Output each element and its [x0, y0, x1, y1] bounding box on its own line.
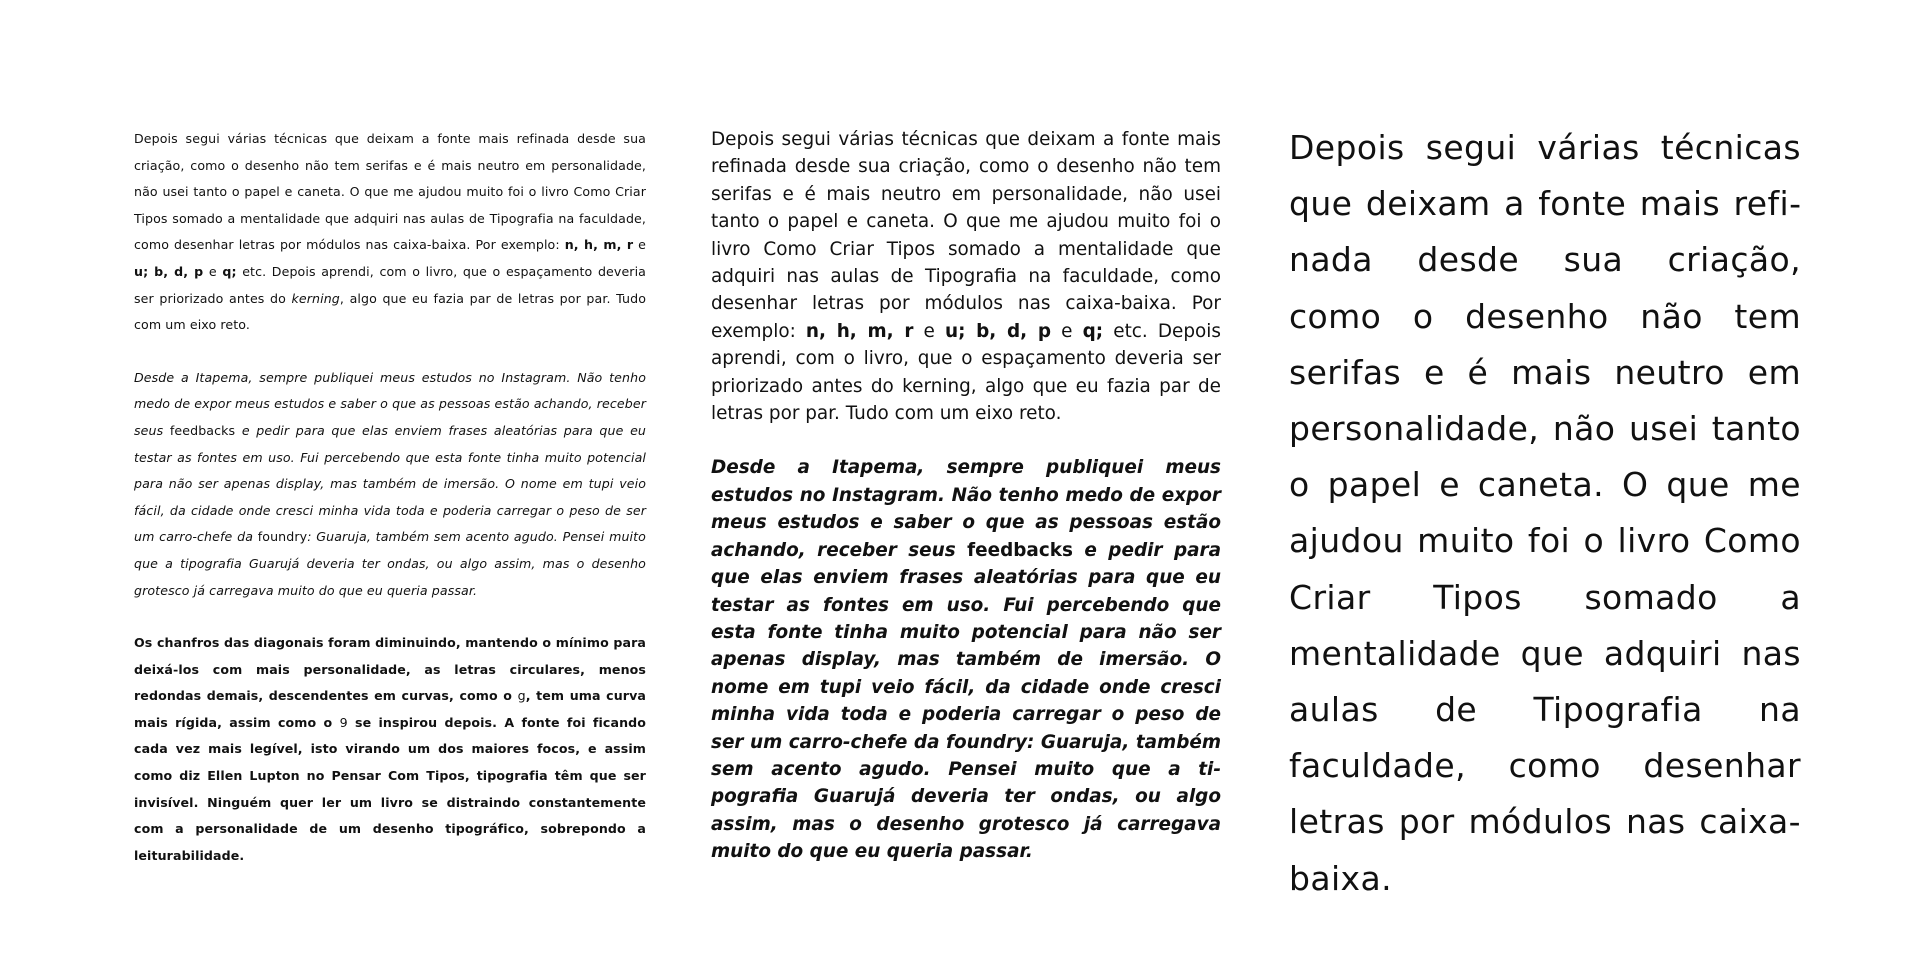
- text-run: Desde a Itapema, sempre publiquei meus estudos no Instagram. Não tenho medo de expor meus estudos e saber o que as pessoas estão achando, receber seus: [711, 457, 1221, 561]
- text-run: etc. Depois aprendi, com o livro, que o espaçamento deveria ser priorizado antes do: [134, 263, 646, 306]
- upright-word: foundry: [257, 529, 308, 545]
- upright-word: feedbacks: [967, 539, 1073, 561]
- text-run: Depois segui várias técnicas que deixam a fonte mais refinada desde sua criação, como o desenho não tem serifas e é mais neutro em personalidade, não usei tanto o papel e caneta. O que me ajudou muito foi o livro Como Criar Tipos somado a mentalidade que adquiri nas aulas de Tipografia na faculdade, como desenhar letras por módulos nas caixa-baixa. Por exemplo:: [711, 129, 1221, 342]
- bold-letters: n, h, m, r: [564, 237, 634, 253]
- text-run: Desde a Itapema, sempre publiquei meus estudos no Instagram. Não tenho medo de expor meus estudos e saber o que as pessoas estão achando, receber seus: [134, 369, 646, 438]
- medium-paragraph-bold-italic: [711, 454, 1221, 865]
- small-text-column: [134, 126, 646, 869]
- text-run: e: [913, 320, 945, 342]
- small-paragraph-regular: [134, 126, 646, 339]
- text-run: se inspirou depois. A fonte foi ficando cada vez mais legível, isto virando um dos maiores focos, e assim como diz Ellen Lupton no Pensar Com Tipos, tipografia têm que ser invisível. Ninguém quer ler um livro se distraindo constantemente com a personalidade de um desenho tipográfico, sobrepondo a leiturabilidade.: [134, 714, 647, 863]
- italic-word: kerning: [291, 290, 340, 306]
- bold-letters: q;: [1082, 320, 1104, 342]
- small-paragraph-italic: [134, 365, 646, 604]
- bold-letters: q;: [222, 263, 237, 279]
- text-run: e: [633, 237, 646, 253]
- medium-paragraph-regular: [711, 126, 1221, 427]
- large-text-column: [1289, 120, 1801, 907]
- text-run: e pedir para que elas enviem frases aleatórias para que eu testar as fontes em uso. Fui percebendo que esta fonte tinha muito potencial para não ser apenas display, mas também de imersão. O nome em tupi veio fácil, da cidade onde cresci minha vida toda e poderia carregar o peso de ser um carro-chefe da: [134, 422, 646, 545]
- regular-glyph: g: [517, 688, 526, 704]
- medium-text-column: [711, 126, 1221, 866]
- bold-letters: u; b, d, p: [944, 320, 1051, 342]
- text-run: : Guaruja, também sem acento agudo. Pensei muito que a tipografia Guarujá deveria ter ondas, ou algo assim, mas o desenho grotesco já carregava muito do que eu queria passar.: [134, 529, 646, 598]
- text-run: etc. Depois aprendi, com o livro, que o espaçamento deveria ser priorizado antes do kerning, algo que eu fazia par de letras por par. Tudo com um eixo reto.: [711, 320, 1221, 425]
- upright-word: feedbacks: [169, 422, 236, 438]
- text-run: Os chanfros das diagonais foram diminuindo, mantendo o mínimo para deixá-los com mais personalidade, as letras circulares, menos redondas demais, descendentes em curvas, como o: [134, 635, 646, 704]
- text-run: Depois segui várias técnicas que deixam a fonte mais refinada desde sua criação, como o desenho não tem serifas e é mais neutro em personalidade, não usei tanto o papel e caneta. O que me ajudou muito foi o livro Como Criar Tipos somado a mentalidade que adquiri nas aulas de Tipografia na faculdade, como desenhar letras por módulos nas caixa-baixa. Por exemplo:: [134, 131, 646, 253]
- regular-glyph: 9: [339, 714, 348, 730]
- small-paragraph-bold: [134, 630, 646, 869]
- text-run: , tem uma curva mais rígida, assim como o: [134, 688, 646, 730]
- large-paragraph-regular: Depois segui várias técnicas que deixam a fonte mais refinada desde sua criação, como o desenho não tem serifas e é mais neutro em personalidade, não usei tanto o papel e caneta. O que me ajudou muito foi o livro Como Criar Tipos somado a mentalidade que adquiri nas aulas de Tipografia na faculdade, como desenhar letras por módulos nas caixa-baixa.: [1289, 128, 1801, 898]
- bold-letters: n, h, m, r: [805, 320, 914, 342]
- text-run: e: [1051, 320, 1083, 342]
- bold-letters: u; b, d, p: [134, 263, 204, 279]
- text-run: , algo que eu fazia par de letras por par. Tudo com um eixo reto.: [134, 290, 646, 333]
- text-run: e: [203, 263, 223, 279]
- text-run: e pedir para que elas enviem frases aleatórias para que eu testar as fontes em uso. Fui percebendo que esta fonte tinha muito potencial para não ser apenas display, mas também de imersão. O nome em tupi veio fácil, da cidade onde cresci minha vida toda e poderia carregar o peso de ser um carro-chefe da foundry: Guaruja, também sem acento agudo. Pensei muito que a tipografia Guarujá deveria ter ondas, ou algo assim, mas o desenho grotesco já carregava muito do que eu queria passar.: [711, 539, 1221, 863]
